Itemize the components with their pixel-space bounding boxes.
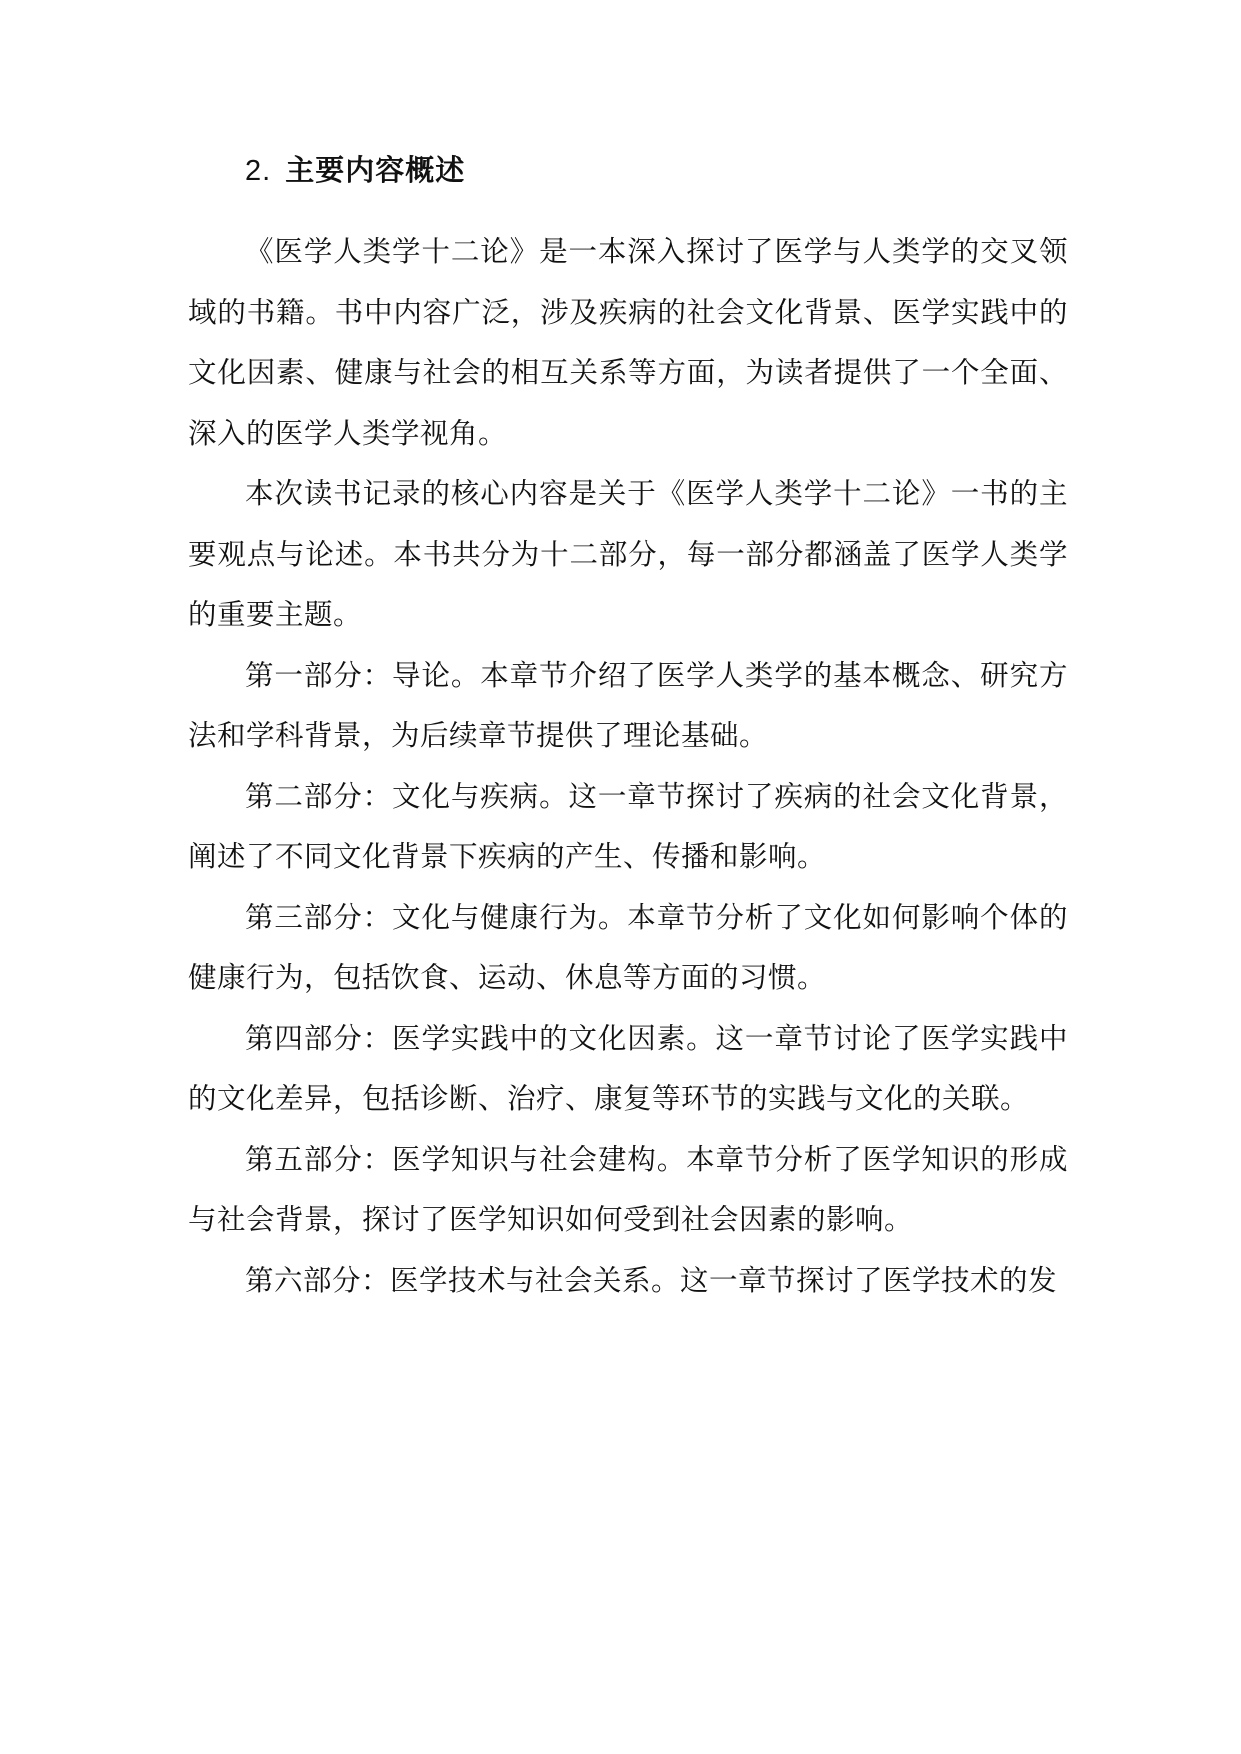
section-number: 2.	[245, 155, 272, 187]
section-heading	[245, 150, 465, 191]
paragraph-core-content: 本次读书记录的核心内容是关于《医学人类学十二论》一书的主要观点与论述。本书共分为十二部分，每一部分都涵盖了医学人类学的重要主题。	[188, 477, 1068, 631]
section-title: 主要内容概述	[285, 153, 466, 187]
paragraph-intro: 《医学人类学十二论》是一本深入探讨了医学与人类学的交叉领域的书籍。书中内容广泛，涉及疾病的社会文化背景、医学实践中的文化因素、健康与社会的相互关系等方面，为读者提供了一个全面、深入的医学人类学视角。	[188, 235, 1068, 450]
paragraph-part-six: 第六部分：医学技术与社会关系。这一章节探讨了医学技术的发	[245, 1263, 1058, 1297]
paragraph-part-one: 第一部分：导论。本章节介绍了医学人类学的基本概念、研究方法和学科背景，为后续章节提供了理论基础。	[188, 658, 1068, 752]
paragraph-part-three: 第三部分：文化与健康行为。本章节分析了文化如何影响个体的健康行为，包括饮食、运动、休息等方面的习惯。	[188, 900, 1068, 994]
paragraph-part-four: 第四部分：医学实践中的文化因素。这一章节讨论了医学实践中的文化差异，包括诊断、治疗、康复等环节的实践与文化的关联。	[188, 1021, 1068, 1115]
paragraph-part-five: 第五部分：医学知识与社会建构。本章节分析了医学知识的形成与社会背景，探讨了医学知识如何受到社会因素的影响。	[188, 1142, 1068, 1236]
paragraph-part-two: 第二部分：文化与疾病。这一章节探讨了疾病的社会文化背景，阐述了不同文化背景下疾病的产生、传播和影响。	[188, 779, 1068, 873]
body-text	[188, 222, 1068, 1311]
